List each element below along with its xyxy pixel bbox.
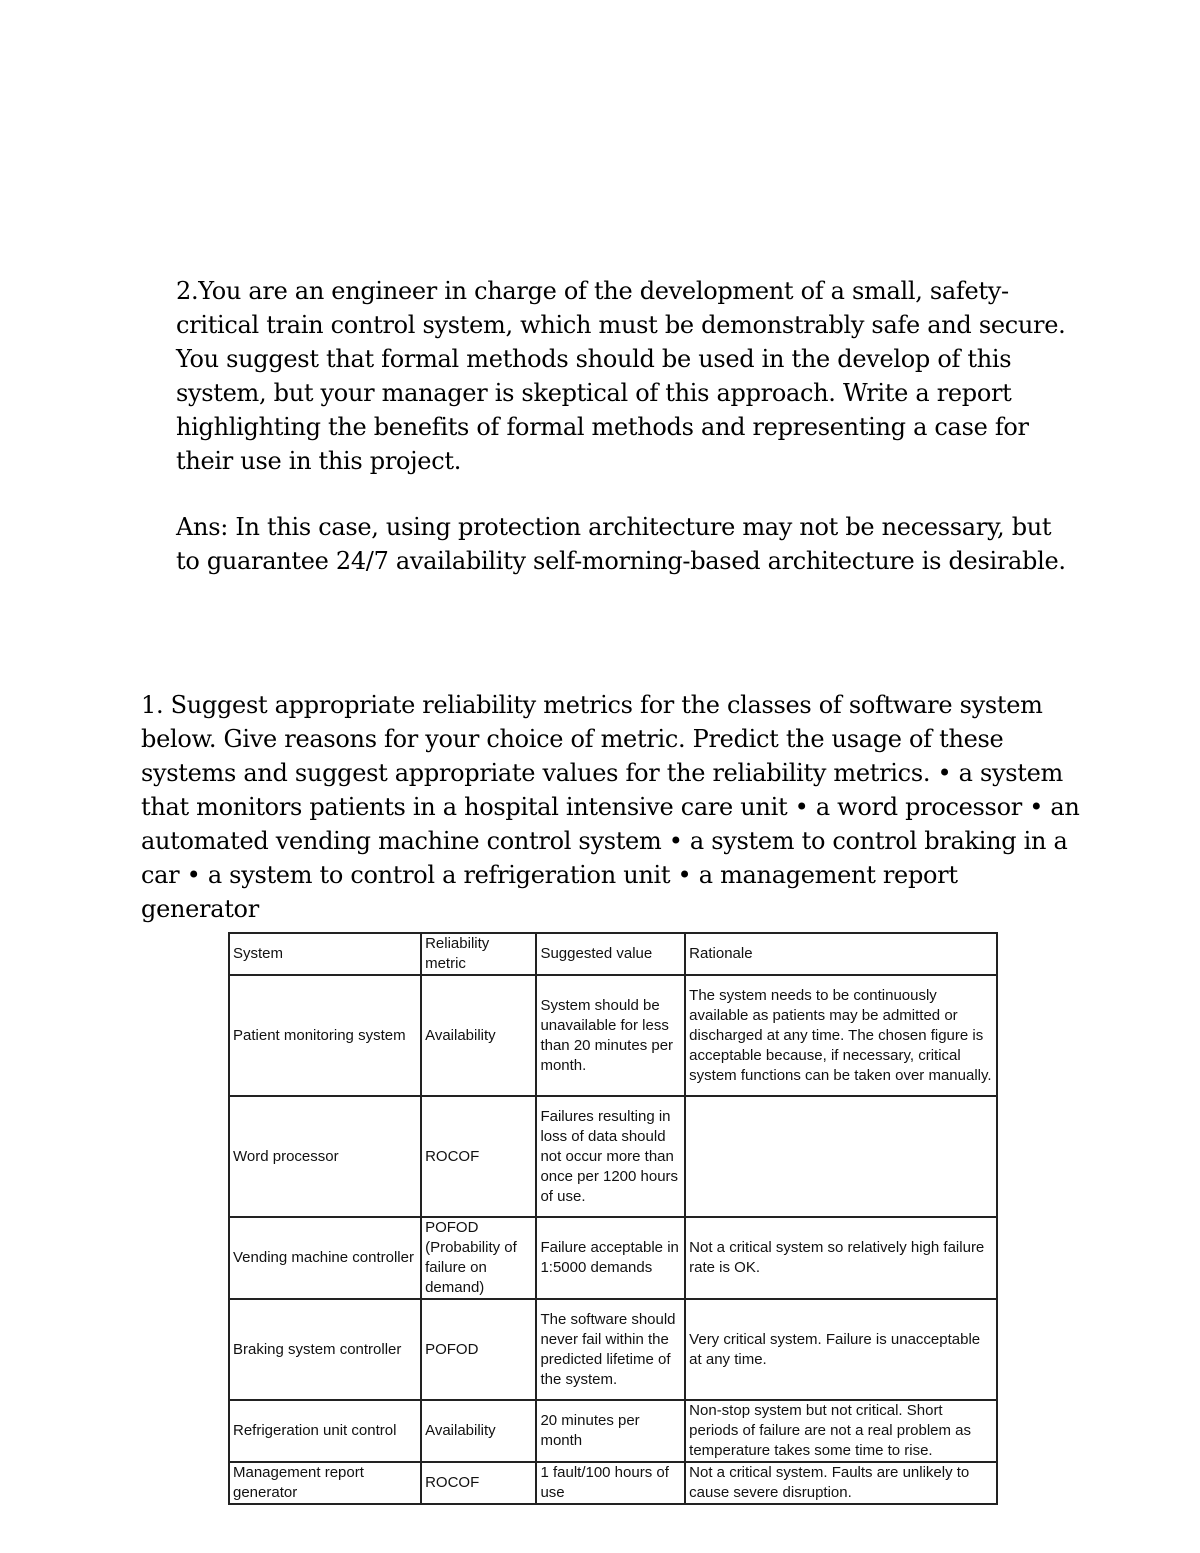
- cell-value: The software should never fail within the predicted lifetime of the system.: [536, 1299, 685, 1400]
- cell-system: Word processor: [229, 1096, 421, 1217]
- cell-rationale: Non-stop system but not critical. Short periods of failure are not a real problem as temperature takes some time to rise.: [685, 1400, 997, 1462]
- cell-value: 1 fault/100 hours of use: [536, 1462, 685, 1504]
- cell-rationale: [685, 1096, 997, 1217]
- cell-metric: POFOD (Probability of failure on demand): [421, 1217, 536, 1299]
- cell-system: Patient monitoring system: [229, 975, 421, 1096]
- table-row: [229, 1462, 997, 1504]
- cell-system: Management report generator: [229, 1462, 421, 1504]
- cell-metric: POFOD: [421, 1299, 536, 1400]
- cell-value: Failures resulting in loss of data should not occur more than once per 1200 hours of use.: [536, 1096, 685, 1217]
- question-2-text: 2.You are an engineer in charge of the development of a small, safety-critical train control system, which must be demonstrably safe and secure. You suggest that formal methods should be used in the develop of this system, but your manager is skeptical of this approach. Write a report highlighting the benefits of formal methods and representing a case for their use in this project.: [176, 277, 1066, 475]
- cell-rationale: Not a critical system. Faults are unlikely to cause severe disruption.: [685, 1462, 997, 1504]
- table-row: [229, 1096, 997, 1217]
- scan-residue-marks: [430, 900, 750, 914]
- table-row: [229, 1217, 997, 1299]
- table-header-row: [229, 933, 997, 975]
- cell-metric: Availability: [421, 1400, 536, 1462]
- cell-value: 20 minutes per month: [536, 1400, 685, 1462]
- question-1-text: 1. Suggest appropriate reliability metrics for the classes of software system below. Give reasons for your choice of metric. Predict the usage of these systems and suggest appropriate values for the reliability metrics. • a system that monitors patients in a hospital intensive care unit • a word processor • an automated vending machine control system • a system to control braking in a car • a system to control a refrigeration unit • a management report generator: [141, 691, 1080, 923]
- cell-rationale: Very critical system. Failure is unacceptable at any time.: [685, 1299, 997, 1400]
- cell-system: Refrigeration unit control: [229, 1400, 421, 1462]
- table-row: [229, 975, 997, 1096]
- cell-metric: ROCOF: [421, 1462, 536, 1504]
- header-rationale: Rationale: [685, 933, 997, 975]
- cell-system: Vending machine controller: [229, 1217, 421, 1299]
- table-row: [229, 1400, 997, 1462]
- answer-text: Ans: In this case, using protection architecture may not be necessary, but to guarantee 24/7 availability self-morning-based architecture is desirable.: [176, 513, 1066, 575]
- header-suggested-value: Suggested value: [536, 933, 685, 975]
- cell-rationale: The system needs to be continuously available as patients may be admitted or discharged at any time. The chosen figure is acceptable because, if necessary, critical system functions can be taken over manually.: [685, 975, 997, 1096]
- cell-value: Failure acceptable in 1:5000 demands: [536, 1217, 685, 1299]
- header-system: System: [229, 933, 421, 975]
- cell-metric: ROCOF: [421, 1096, 536, 1217]
- cell-value: System should be unavailable for less than 20 minutes per month.: [536, 975, 685, 1096]
- cell-metric: Availability: [421, 975, 536, 1096]
- cell-rationale: Not a critical system so relatively high failure rate is OK.: [685, 1217, 997, 1299]
- reliability-metrics-table: [228, 932, 998, 1505]
- table-row: [229, 1299, 997, 1400]
- header-metric: Reliability metric: [421, 933, 536, 975]
- cell-system: Braking system controller: [229, 1299, 421, 1400]
